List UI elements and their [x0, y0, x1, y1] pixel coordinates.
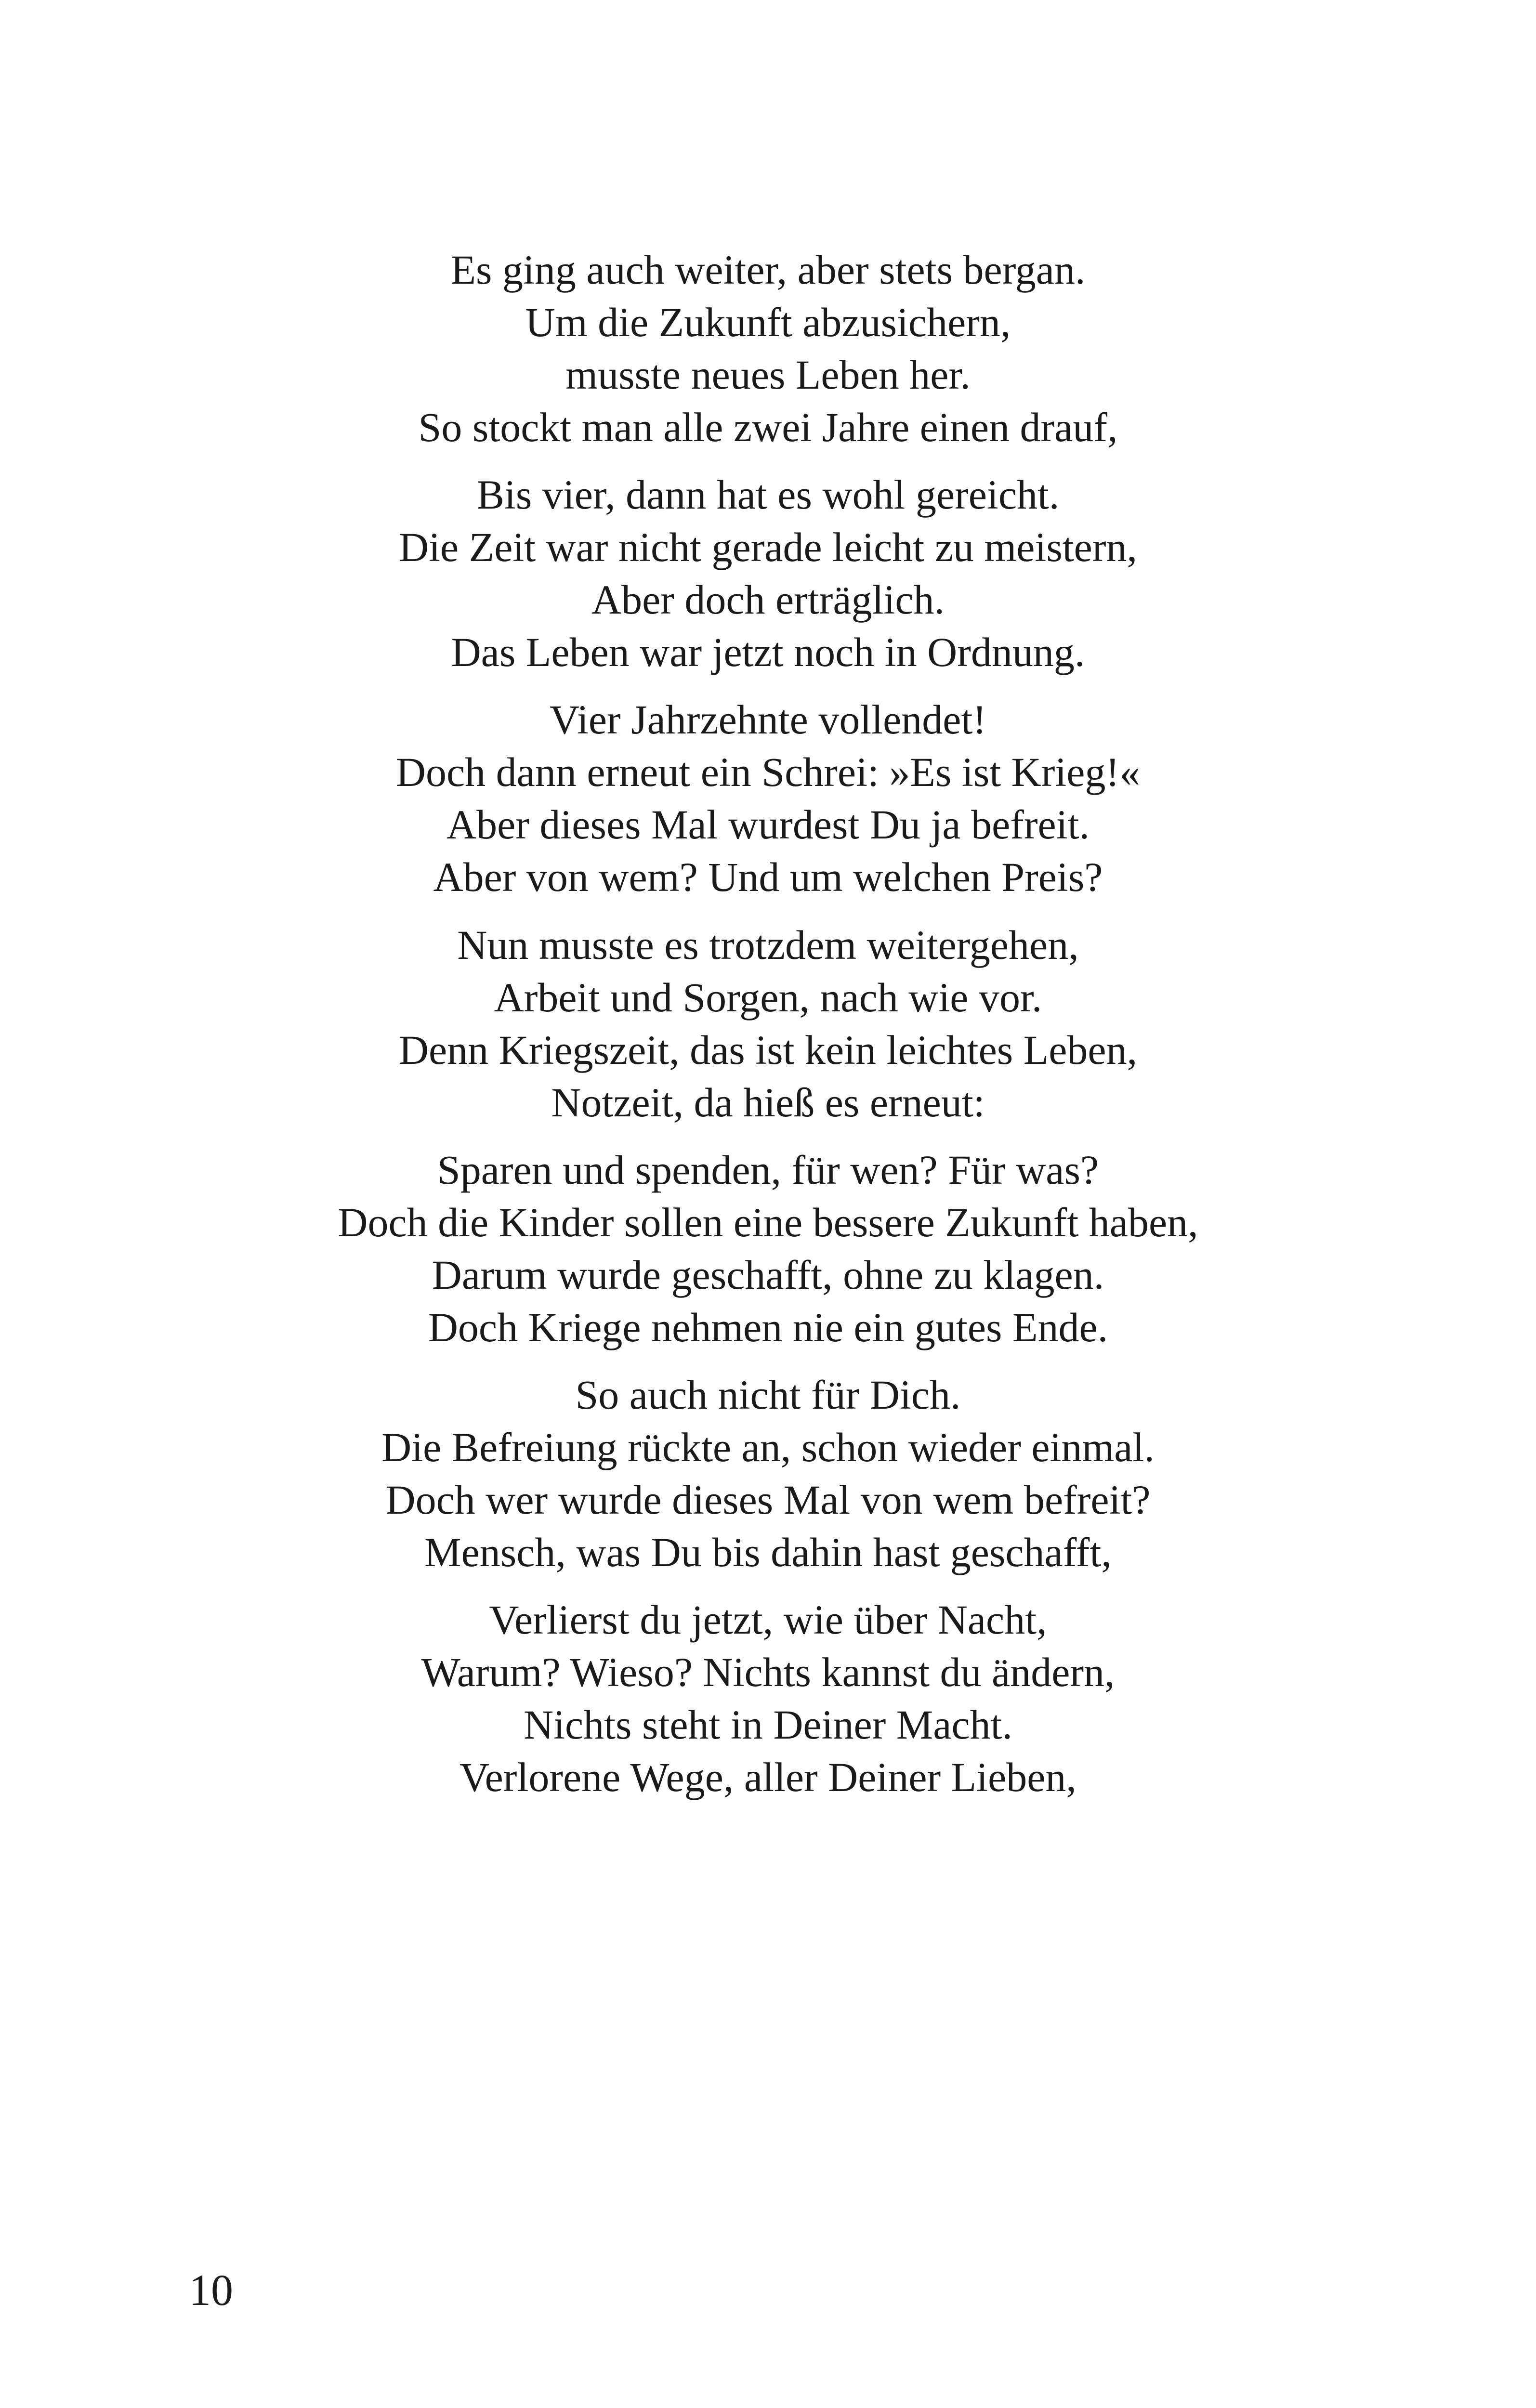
- poem-body: [0, 244, 1536, 1804]
- poem-line: Doch wer wurde dieses Mal von wem befreit?: [385, 1476, 1151, 1523]
- poem-line: Doch Kriege nehmen nie ein gutes Ende.: [428, 1304, 1108, 1350]
- poem-line: Sparen und spenden, für wen? Für was?: [437, 1146, 1099, 1193]
- stanza-6: [0, 1369, 1536, 1579]
- stanza-4: [0, 919, 1536, 1129]
- poem-line: Verlierst du jetzt, wie über Nacht,: [489, 1597, 1047, 1643]
- poem-line: Darum wurde geschafft, ohne zu klagen.: [432, 1251, 1104, 1298]
- poem-line: Arbeit und Sorgen, nach wie vor.: [494, 974, 1042, 1021]
- poem-line: Aber dieses Mal wurdest Du ja befreit.: [446, 801, 1090, 848]
- poem-line: Um die Zukunft abzusichern,: [525, 299, 1011, 345]
- poem-line: So stockt man alle zwei Jahre einen drauf,: [418, 404, 1118, 450]
- poem-line: Es ging auch weiter, aber stets bergan.: [450, 247, 1086, 293]
- stanza-1: [0, 244, 1536, 454]
- stanza-3: [0, 694, 1536, 903]
- poem-line: Verlorene Wege, aller Deiner Lieben,: [459, 1754, 1077, 1801]
- stanza-5: [0, 1144, 1536, 1354]
- poem-line: Notzeit, da hieß es erneut:: [551, 1079, 985, 1125]
- poem-line: Bis vier, dann hat es wohl gereicht.: [476, 471, 1060, 518]
- poem-line: Nichts steht in Deiner Macht.: [523, 1701, 1013, 1748]
- stanza-2: [0, 469, 1536, 679]
- page-number: 10: [189, 2265, 233, 2315]
- poem-line: Doch die Kinder sollen eine bessere Zukunft haben,: [338, 1199, 1198, 1245]
- poem-line: Mensch, was Du bis dahin hast geschafft,: [424, 1529, 1112, 1575]
- poem-line: So auch nicht für Dich.: [575, 1371, 961, 1418]
- stanza-7: [0, 1594, 1536, 1804]
- poem-line: Warum? Wieso? Nichts kannst du ändern,: [421, 1649, 1115, 1696]
- poem-line: musste neues Leben her.: [565, 352, 971, 398]
- poem-line: Das Leben war jetzt noch in Ordnung.: [451, 629, 1085, 676]
- poem-line: Aber von wem? Und um welchen Preis?: [433, 854, 1103, 901]
- poem-line: Denn Kriegszeit, das ist kein leichtes Leben,: [398, 1026, 1138, 1073]
- poem-line: Doch dann erneut ein Schrei: »Es ist Krieg!«: [395, 749, 1141, 796]
- poem-line: Aber doch erträglich.: [591, 576, 945, 623]
- poem-line: Die Befreiung rückte an, schon wieder einmal.: [381, 1424, 1155, 1470]
- poem-line: Die Zeit war nicht gerade leicht zu meistern,: [398, 524, 1137, 571]
- poem-line: Vier Jahrzehnte vollendet!: [550, 696, 986, 743]
- poem-line: Nun musste es trotzdem weitergehen,: [457, 921, 1079, 968]
